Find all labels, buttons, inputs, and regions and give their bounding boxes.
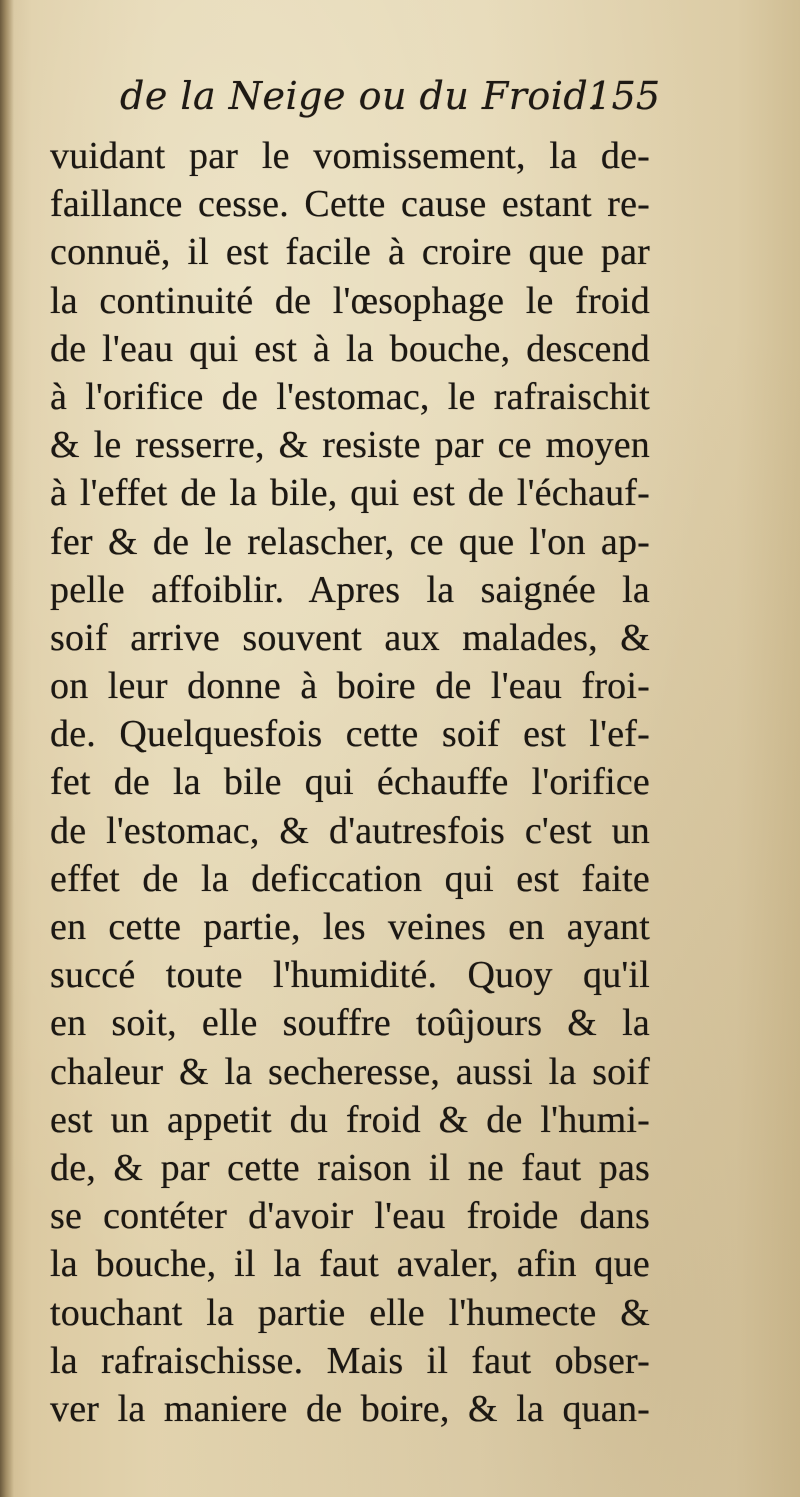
page-header xyxy=(120,70,660,130)
text-line: pelle affoiblir. Apres la saignée la xyxy=(50,568,650,611)
running-head: de la Neige ou du Froid. xyxy=(120,74,601,118)
text-line: la bouche, il la faut avaler, afin que xyxy=(50,1243,650,1286)
text-line: la rafraischisse. Mais il faut obser- xyxy=(50,1339,650,1382)
text-line: on leur donne à boire de l'eau froi- xyxy=(50,665,650,708)
text-line: fet de la bile qui échauffe l'orifice xyxy=(50,761,650,804)
page-number: 155 xyxy=(587,74,660,118)
text-line: la continuité de l'œsophage le froid xyxy=(50,279,650,322)
text-line: & le resserre, & resiste par ce moyen xyxy=(50,424,650,467)
text-line: de l'eau qui est à la bouche, descend xyxy=(50,327,650,370)
text-line: fer & de le relascher, ce que l'on ap- xyxy=(50,520,650,563)
text-line: vuidant par le vomissement, la de- xyxy=(50,135,650,177)
text-line: effet de la deficcation qui est faite xyxy=(50,857,650,900)
text-line: à l'effet de la bile, qui est de l'échauf- xyxy=(50,472,650,515)
page-gutter xyxy=(0,0,14,1497)
text-line: de l'estomac, & d'autresfois c'est un xyxy=(50,809,650,852)
text-line: à l'orifice de l'estomac, le rafraischit xyxy=(50,375,650,418)
text-line: en cette partie, les veines en ayant xyxy=(50,906,650,948)
text-line: faillance cesse. Cette cause estant re- xyxy=(50,183,650,226)
text-line: en soit, elle souffre toûjours & la xyxy=(50,1002,650,1045)
text-line: ver la maniere de boire, & la quan- xyxy=(50,1387,650,1430)
text-line: de, & par cette raison il ne faut pas xyxy=(50,1146,650,1189)
body-text xyxy=(50,132,650,1433)
text-line: connuë, il est facile à croire que par xyxy=(50,231,650,274)
text-line: soif arrive souvent aux malades, & xyxy=(50,616,650,659)
text-line: se contéter d'avoir l'eau froide dans xyxy=(50,1195,650,1238)
text-line: est un appetit du froid & de l'humi- xyxy=(50,1098,650,1141)
text-line: touchant la partie elle l'humecte & xyxy=(50,1291,650,1334)
text-line: succé toute l'humidité. Quoy qu'il xyxy=(50,954,650,997)
text-line: chaleur & la secheresse, aussi la soif xyxy=(50,1050,650,1093)
text-line: de. Quelquesfois cette soif est l'ef- xyxy=(50,713,650,756)
